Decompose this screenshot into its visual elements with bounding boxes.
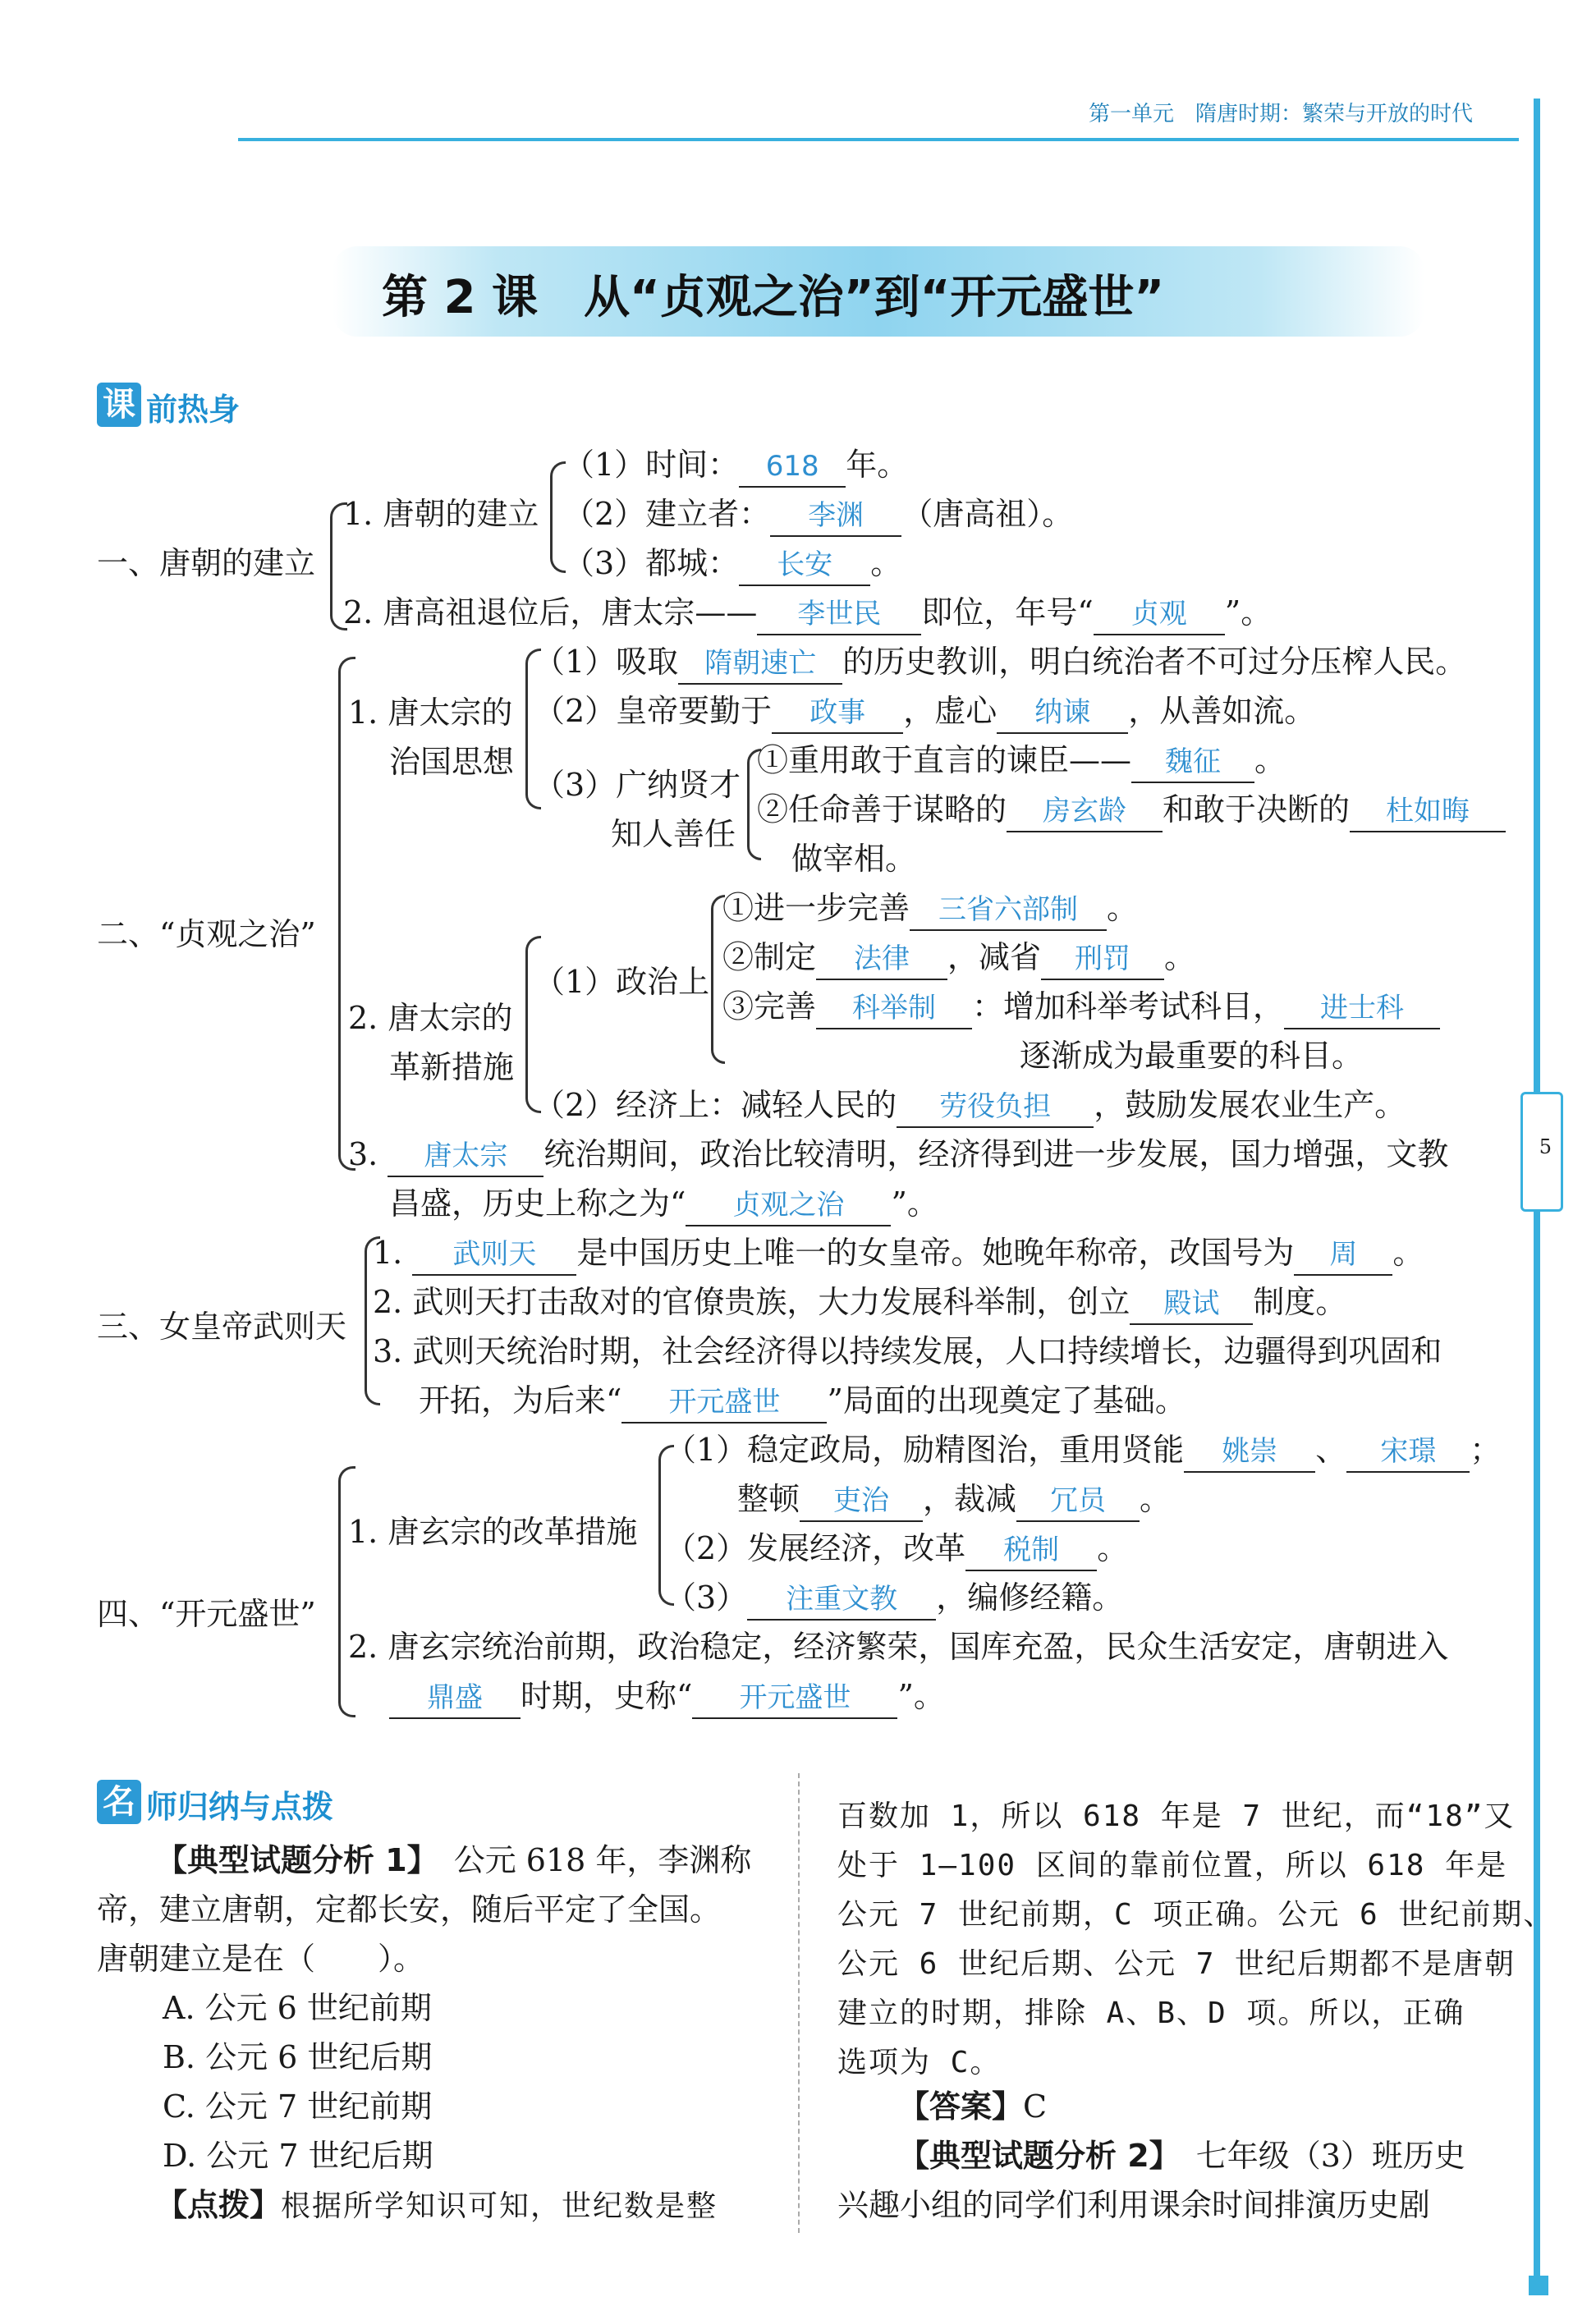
brace <box>338 1466 355 1717</box>
item-label: 知人善任 <box>611 816 736 852</box>
item-text: ，虚心 <box>903 693 998 729</box>
answer-blank: 殿试 <box>1130 1284 1253 1325</box>
item-text: ，编修经籍。 <box>936 1579 1124 1616</box>
item-text: 、 <box>1315 1432 1347 1468</box>
explanation-line: 公元 7 世纪前期，C 项正确。公元 6 世纪前期、 <box>837 1898 1555 1932</box>
answer-blank: 武则天 <box>412 1235 576 1276</box>
item-label: （2）建立者： <box>563 496 771 532</box>
item-text: ”。 <box>897 1678 945 1714</box>
item-label: （1）时间： <box>563 447 740 483</box>
page-number: 5 <box>1539 1135 1552 1158</box>
item-num: 3. <box>348 1136 378 1172</box>
section-heading-warmup: 前热身 <box>146 392 241 428</box>
item-text: 2. 唐高祖退位后，唐太宗—— <box>343 594 758 630</box>
item-text: ，从善如流。 <box>1128 693 1316 729</box>
answer-blank: 三省六部制 <box>910 890 1107 931</box>
item-text: 整顿 <box>737 1481 800 1517</box>
item-text: 年。 <box>846 447 909 483</box>
answer-blank: 李渊 <box>770 496 901 537</box>
explanation-line: 选项为 C。 <box>837 2046 1002 2079</box>
question-text: 兴趣小组的同学们利用课余时间排演历史剧 <box>837 2187 1431 2223</box>
item-text: 。 <box>1164 939 1196 975</box>
outline-branch: 治国思想 <box>389 744 515 780</box>
answer-blank: 吏治 <box>800 1481 923 1522</box>
outline-branch: 1. 唐朝的建立 <box>343 496 539 532</box>
item-text: 的历史教训，明白统治者不可过分压榨人民。 <box>842 644 1467 680</box>
item-text: ②制定 <box>722 939 817 975</box>
item-text: ，裁减 <box>923 1481 1017 1517</box>
answer-blank: 法律 <box>816 939 947 980</box>
outline-branch: 1. 唐太宗的 <box>348 695 513 731</box>
tip-text: 根据所学知识可知，世纪数是整 <box>281 2189 718 2223</box>
answer-blank: 杜如晦 <box>1350 791 1506 832</box>
running-header: 第一单元 隋唐时期：繁荣与开放的时代 <box>1088 102 1473 126</box>
answer-blank: 科举制 <box>816 988 972 1029</box>
answer-blank: 李世民 <box>757 594 921 635</box>
item-label: （2）发展经济，改革 <box>665 1530 966 1566</box>
option-c: C. 公元 7 世纪前期 <box>163 2088 433 2125</box>
item-text: 。 <box>1097 1530 1129 1566</box>
answer-blank: 房玄龄 <box>1007 791 1163 832</box>
lesson-title: 第 2 课 从“贞观之治”到“开元盛世” <box>382 271 1165 324</box>
item-text: （唐高祖）。 <box>901 496 1074 532</box>
item-text: 即位，年号“ <box>921 594 1094 630</box>
outline-branch: 1. 唐玄宗的改革措施 <box>348 1514 638 1550</box>
explanation-line: 公元 6 世纪后期、公元 7 世纪后期都不是唐朝 <box>837 1947 1516 1981</box>
outline-branch: 革新措施 <box>389 1049 515 1085</box>
item-text: 做宰相。 <box>791 841 917 877</box>
option-d: D. 公元 7 世纪后期 <box>163 2138 433 2174</box>
answer-blank: 长安 <box>739 545 870 586</box>
answer-blank: 税制 <box>965 1530 1097 1571</box>
item-text: ”。 <box>1224 594 1273 630</box>
explanation-line: 建立的时期，排除 A、B、D 项。所以，正确 <box>837 1997 1465 2030</box>
item-text: 昌盛，历史上称之为“ <box>389 1185 686 1222</box>
answer-blank: 刑罚 <box>1041 939 1164 980</box>
item-label: （3）广纳贤才 <box>534 767 741 803</box>
item-label: （2）皇帝要勤于 <box>534 693 773 729</box>
item-text: ②任命善于谋略的 <box>757 791 1007 828</box>
answer-blank: 政事 <box>772 693 903 734</box>
item-label: （3） <box>665 1579 748 1616</box>
item-text: 2. 唐玄宗统治前期，政治稳定，经济繁荣，国库充盈，民众生活安定，唐朝进入 <box>348 1629 1449 1665</box>
column-divider <box>798 1773 800 2233</box>
item-text: 是中国历史上唯一的女皇帝。她晚年称帝，改国号为 <box>576 1235 1295 1271</box>
option-b: B. 公元 6 世纪后期 <box>163 2039 433 2075</box>
explanation-line: 处于 1—100 区间的靠前位置，所以 618 年是 <box>837 1849 1508 1882</box>
section-heading-teacher: 师归纳与点拨 <box>146 1789 334 1825</box>
item-text: 3. 武则天统治时期，社会经济得以持续发展，人口持续增长，边疆得到巩固和 <box>373 1333 1442 1369</box>
answer-heading: 【答案】 <box>898 2088 1024 2125</box>
outline-branch: 2. 唐太宗的 <box>348 1000 513 1036</box>
item-text: ，减省 <box>947 939 1042 975</box>
answer-blank: 纳谏 <box>997 693 1128 734</box>
item-label: （3）都城： <box>563 545 740 581</box>
outline-root-4: 四、“开元盛世” <box>97 1596 316 1632</box>
tip-heading: 【点拨】 <box>156 2187 282 2223</box>
item-text: ”局面的出现奠定了基础。 <box>827 1382 1186 1419</box>
answer-blank: 周 <box>1294 1235 1392 1276</box>
item-text: ，鼓励发展农业生产。 <box>1094 1087 1406 1123</box>
item-text: ①进一步完善 <box>722 890 910 926</box>
answer-blank: 宋璟 <box>1346 1432 1470 1473</box>
item-text: 。 <box>1107 890 1139 926</box>
item-text: 和敢于决断的 <box>1163 791 1351 828</box>
option-a: A. 公元 6 世纪前期 <box>163 1990 432 2026</box>
question-text: 帝，建立唐朝，定都长安，随后平定了全国。 <box>97 1891 722 1928</box>
answer-blank: 劳役负担 <box>897 1087 1094 1128</box>
answer-blank: 618 <box>739 447 846 488</box>
item-num: 1. <box>373 1235 403 1271</box>
item-text: ③完善 <box>722 988 817 1025</box>
question-text: 七年级（3）班历史 <box>1195 2138 1465 2174</box>
explanation-line: 百数加 1，所以 618 年是 7 世纪，而“18”又 <box>837 1799 1516 1833</box>
item-text: 。 <box>870 545 902 581</box>
item-text: ①重用敢于直言的谏臣—— <box>757 742 1132 778</box>
section-icon-ke: 课 <box>97 383 141 427</box>
outline-root-2: 二、“贞观之治” <box>97 916 316 952</box>
section-icon-ming: 名 <box>97 1780 141 1824</box>
item-text: 开拓，为后来“ <box>419 1382 622 1419</box>
corner-mark <box>1529 2276 1548 2295</box>
answer-blank: 唐太宗 <box>388 1136 543 1177</box>
item-text: 2. 武则天打击敌对的官僚贵族，大力发展科举制，创立 <box>373 1284 1130 1320</box>
answer-blank: 开元盛世 <box>692 1678 897 1719</box>
item-text: 。 <box>1254 742 1286 778</box>
answer-blank: 冗员 <box>1016 1481 1140 1522</box>
answer-blank: 姚崇 <box>1184 1432 1315 1473</box>
item-label: （1）政治上 <box>534 964 710 1000</box>
item-text: 时期，史称“ <box>521 1678 693 1714</box>
question-text: 公元 618 年，李渊称 <box>453 1842 752 1878</box>
question-heading: 【典型试题分析 2】 <box>898 2138 1165 2174</box>
outline-root-3: 三、女皇帝武则天 <box>97 1309 347 1345</box>
answer-blank: 鼎盛 <box>389 1678 521 1719</box>
item-text: 统治期间，政治比较清明，经济得到进一步发展，国力增强，文教 <box>543 1136 1449 1172</box>
item-text: 。 <box>1392 1235 1424 1271</box>
header-rule <box>238 138 1519 141</box>
item-text: 逐渐成为最重要的科目。 <box>1020 1038 1364 1074</box>
question-heading: 【典型试题分析 1】 <box>156 1842 423 1878</box>
answer-value: C <box>1023 2088 1048 2125</box>
item-label: （1）稳定政局，励精图治，重用贤能 <box>665 1432 1185 1468</box>
answer-blank: 贞观 <box>1094 594 1225 635</box>
item-text: ：增加科举考试科目， <box>972 988 1285 1025</box>
outline-root-1: 一、唐朝的建立 <box>97 545 316 581</box>
answer-blank: 魏征 <box>1131 742 1254 783</box>
answer-blank: 进士科 <box>1284 988 1440 1029</box>
item-text: 。 <box>1140 1481 1172 1517</box>
item-text: ”。 <box>891 1185 938 1222</box>
answer-blank: 贞观之治 <box>686 1185 891 1226</box>
question-text: 唐朝建立是在（ ）。 <box>97 1941 425 1977</box>
item-text: 制度。 <box>1253 1284 1347 1320</box>
item-label: （1）吸取 <box>534 644 679 680</box>
item-label: （2）经济上：减轻人民的 <box>534 1087 897 1123</box>
answer-blank: 隋朝速亡 <box>678 644 842 685</box>
item-text: ； <box>1470 1432 1502 1468</box>
answer-blank: 开元盛世 <box>621 1382 827 1423</box>
answer-blank: 注重文教 <box>747 1579 936 1621</box>
